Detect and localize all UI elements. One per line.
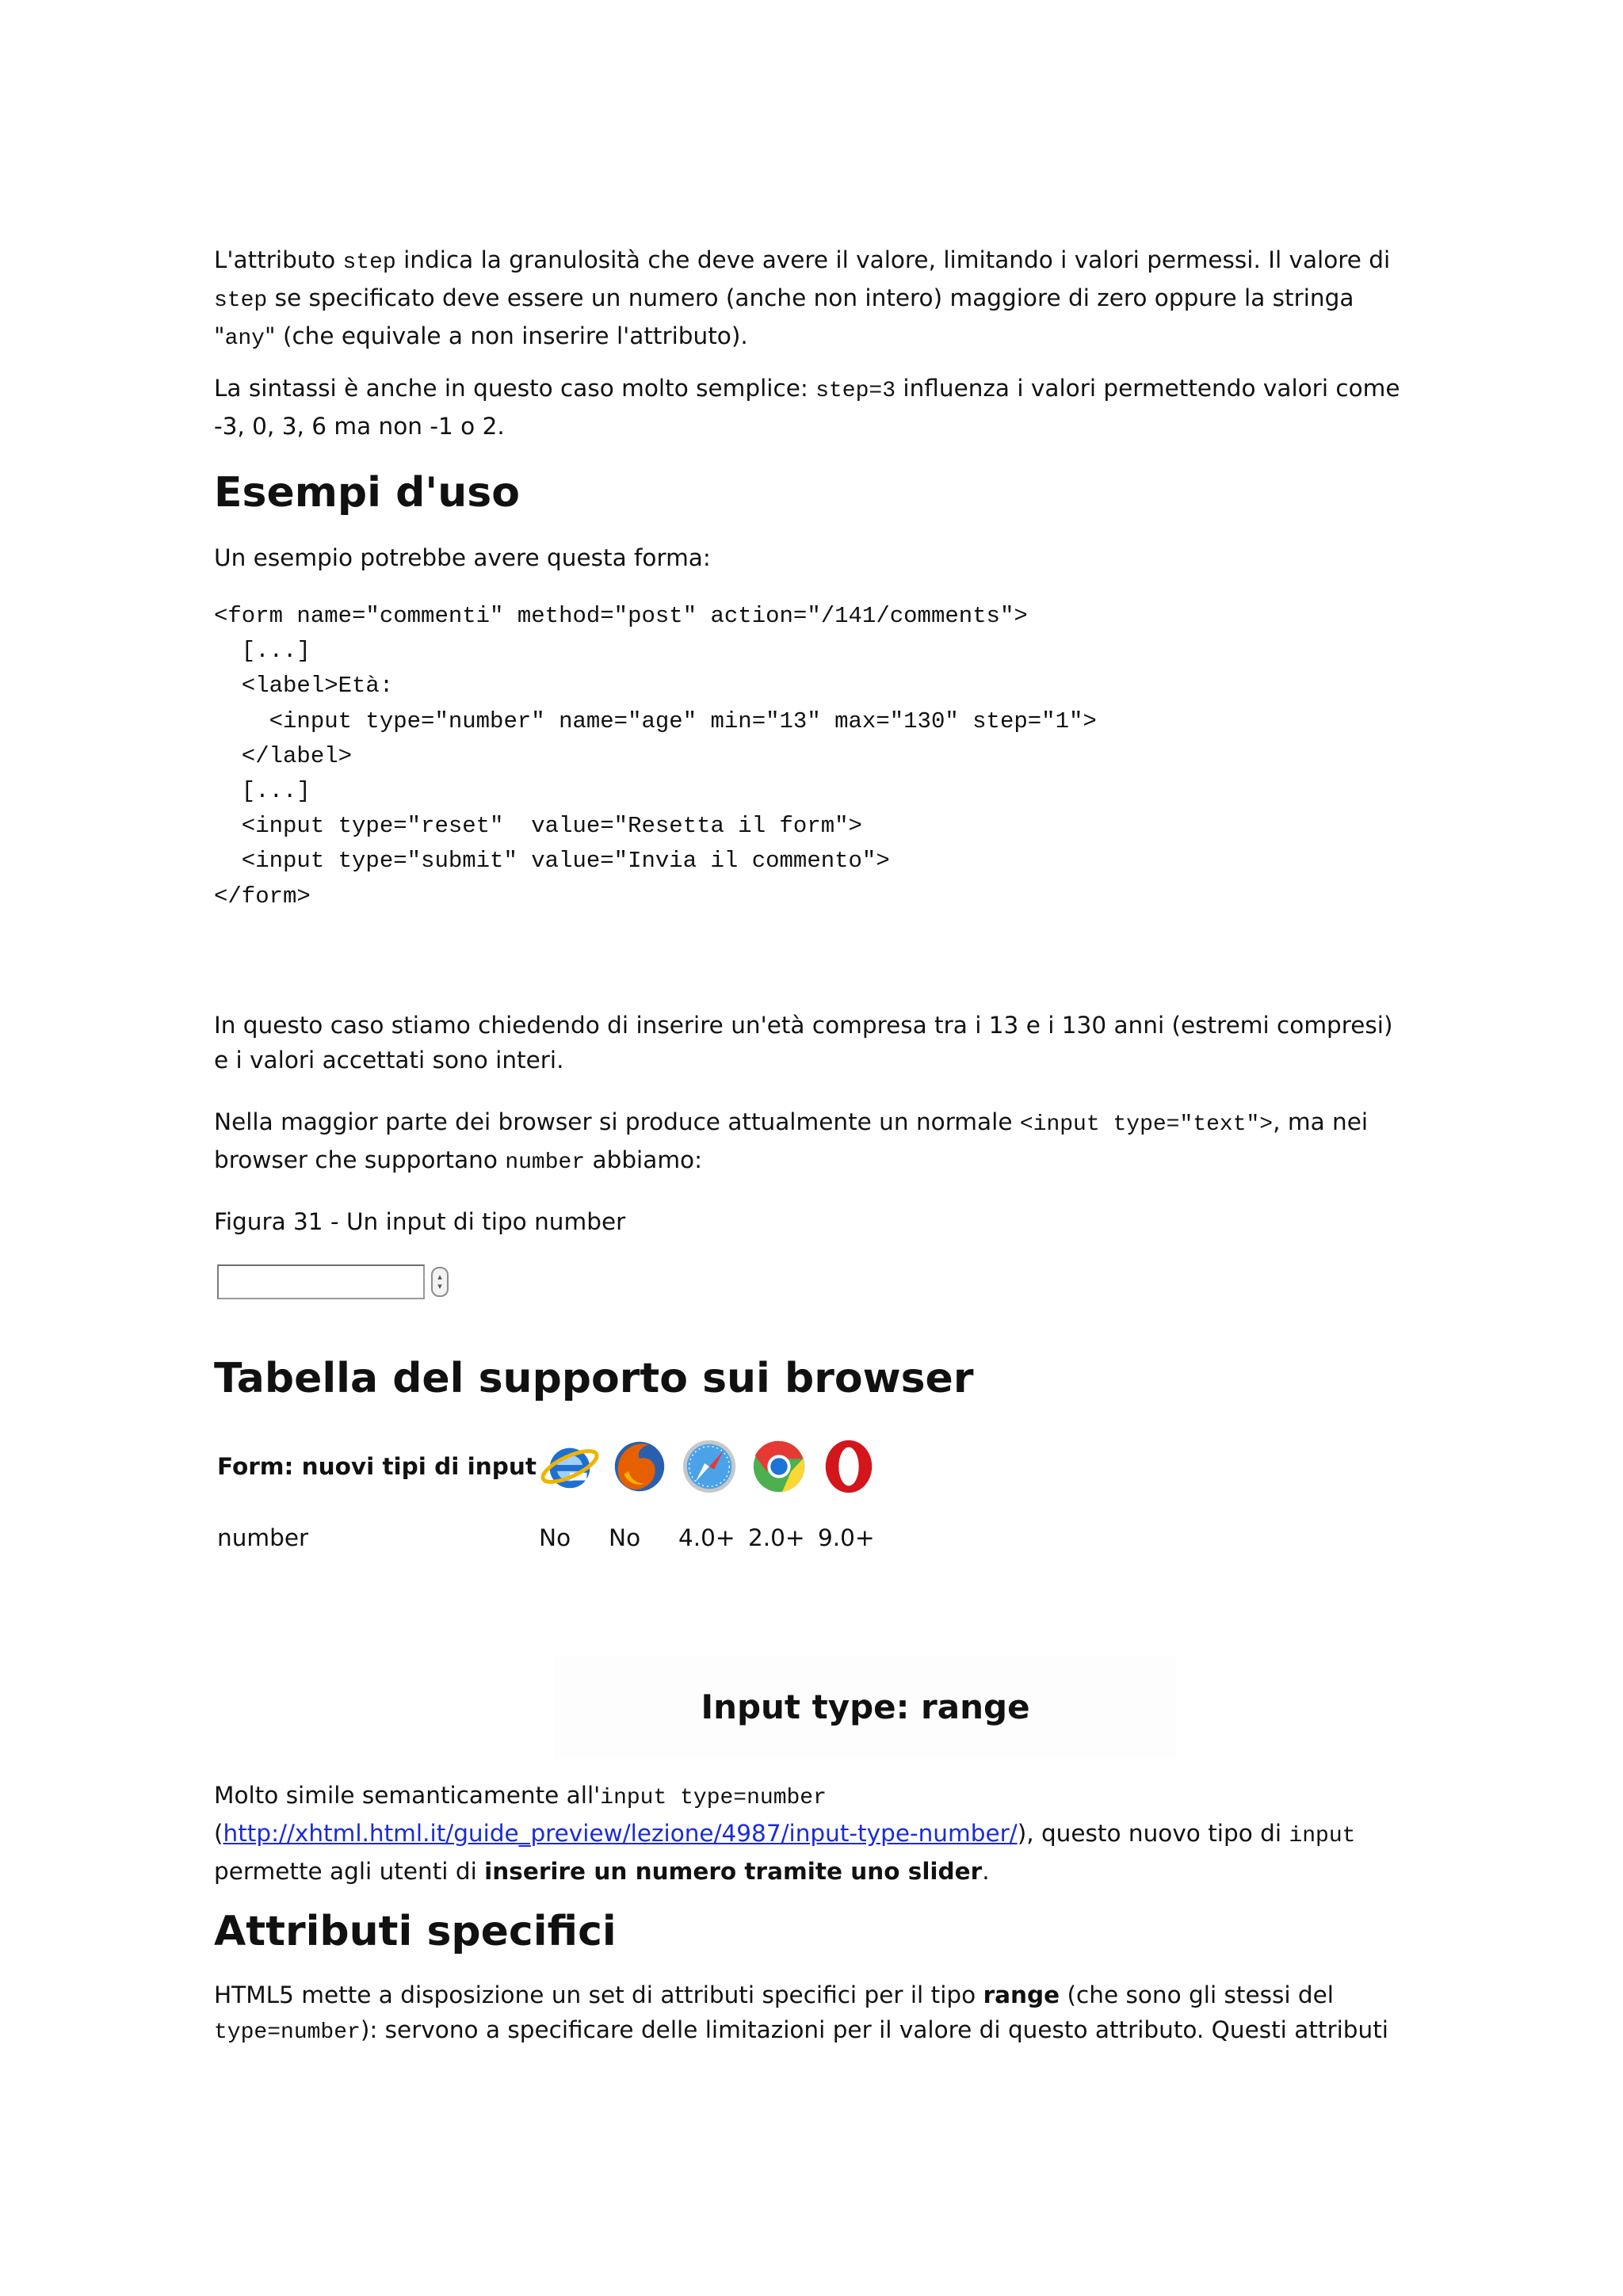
text: , ma nei browser che supportano — [214, 1108, 1369, 1173]
text: Nella maggior parte dei browser si produce attualmente un normale — [214, 1108, 1020, 1135]
code-input: input — [1289, 1824, 1356, 1848]
link-input-type-number[interactable]: http://xhtml.html.it/guide_preview/lezione/4987/input-type-number/ — [223, 1820, 1018, 1847]
table-cell-feature: number — [217, 1524, 309, 1551]
heading-browser-support: Tabella del supporto sui browser — [214, 1355, 974, 1402]
code-any: any — [224, 326, 265, 351]
opera-icon — [818, 1431, 888, 1502]
code-input-type-number: input type=number — [600, 1786, 827, 1810]
browser-support-table — [217, 1431, 888, 1573]
text: influenza i valori permettendo valori come -3, 0, 3, 6 ma non -1 o 2. — [214, 375, 1400, 440]
paragraph-age-range: In questo caso stiamo chiedendo di inserire un'età compresa tra i 13 e i 130 anni (estremi compresi) e i valori accettati sono interi. — [214, 1012, 1393, 1074]
code-type-number: type=number — [214, 2020, 361, 2045]
code-step: step — [214, 288, 268, 313]
bold-range: range — [983, 1981, 1060, 2008]
code-step-3: step=3 — [815, 379, 896, 403]
table-cell-firefox: No — [609, 1524, 641, 1551]
text: ( — [214, 1820, 223, 1847]
table-cell-ie: No — [539, 1524, 571, 1551]
table-cell-opera: 9.0+ — [818, 1524, 875, 1551]
code-step: step — [342, 250, 396, 275]
code-block-form-example: <form name="commenti" method="post" action="/141/comments"> [...] <label>Età: <input type="number" name="age" min="13" max="130" step="1"> </label> [...] <input type="reset" value="Resetta il form"> <input type="submit" value="Invia il commento"> </form> — [214, 603, 1097, 910]
heading-esempi-uso: Esempi d'uso — [214, 469, 520, 517]
text: L'attributo — [214, 246, 343, 273]
text: HTML5 mette a disposizione un set di attributi specifici per il tipo — [214, 1981, 983, 2008]
paragraph-step-description — [214, 242, 1411, 357]
text: Molto simile semanticamente all' — [214, 1782, 601, 1809]
bold-text: inserire un numero tramite uno slider — [484, 1858, 983, 1885]
text: abbiamo: — [585, 1146, 703, 1173]
internet-explorer-icon — [539, 1431, 609, 1502]
firefox-icon — [609, 1431, 678, 1502]
text: ): servono a specificare delle limitazioni per il valore di questo attributo. Questi attributi — [360, 2016, 1388, 2043]
text: (che sono gli stessi del — [1060, 1981, 1334, 2008]
chrome-icon — [748, 1431, 818, 1502]
code-number: number — [505, 1150, 586, 1175]
text: indica la granulosità che deve avere il valore, limitando i valori permessi. Il valore di — [395, 246, 1391, 273]
number-input-field[interactable] — [217, 1264, 425, 1299]
text: ), questo nuovo tipo di — [1017, 1820, 1289, 1847]
paragraph-range-intro — [214, 1778, 1411, 1889]
table-cell-safari: 4.0+ — [678, 1524, 735, 1551]
number-input-figure — [217, 1264, 449, 1299]
paragraph-range-attributes — [214, 1978, 1411, 2050]
heading-attributi-specifici: Attributi specifici — [214, 1908, 617, 1955]
text: se specificato deve essere un numero (anche non intero) maggiore di zero oppure la stringa " — [214, 284, 1354, 349]
text: " (che equivale a non inserire l'attributo). — [265, 322, 748, 349]
table-row — [217, 1502, 888, 1573]
section-title-box — [555, 1656, 1176, 1759]
text: permette agli utenti di — [214, 1858, 485, 1885]
figure-caption: Figura 31 - Un input di tipo number — [214, 1208, 626, 1235]
paragraph-example-intro: Un esempio potrebbe avere questa forma: — [214, 544, 711, 571]
code-input-text: <input type="text"> — [1019, 1112, 1274, 1137]
table-header-row — [217, 1431, 888, 1502]
heading-input-type-range: Input type: range — [701, 1688, 1030, 1726]
text: . — [982, 1858, 990, 1885]
safari-icon — [678, 1431, 748, 1502]
spinner-icon[interactable]: ▴ ▾ — [431, 1267, 449, 1297]
paragraph-browser-behavior — [214, 1104, 1411, 1180]
table-cell-chrome: 2.0+ — [748, 1524, 805, 1551]
text: La sintassi è anche in questo caso molto semplice: — [214, 375, 816, 402]
table-header-label: Form: nuovi tipi di input — [217, 1453, 537, 1480]
paragraph-step-syntax — [214, 371, 1411, 444]
